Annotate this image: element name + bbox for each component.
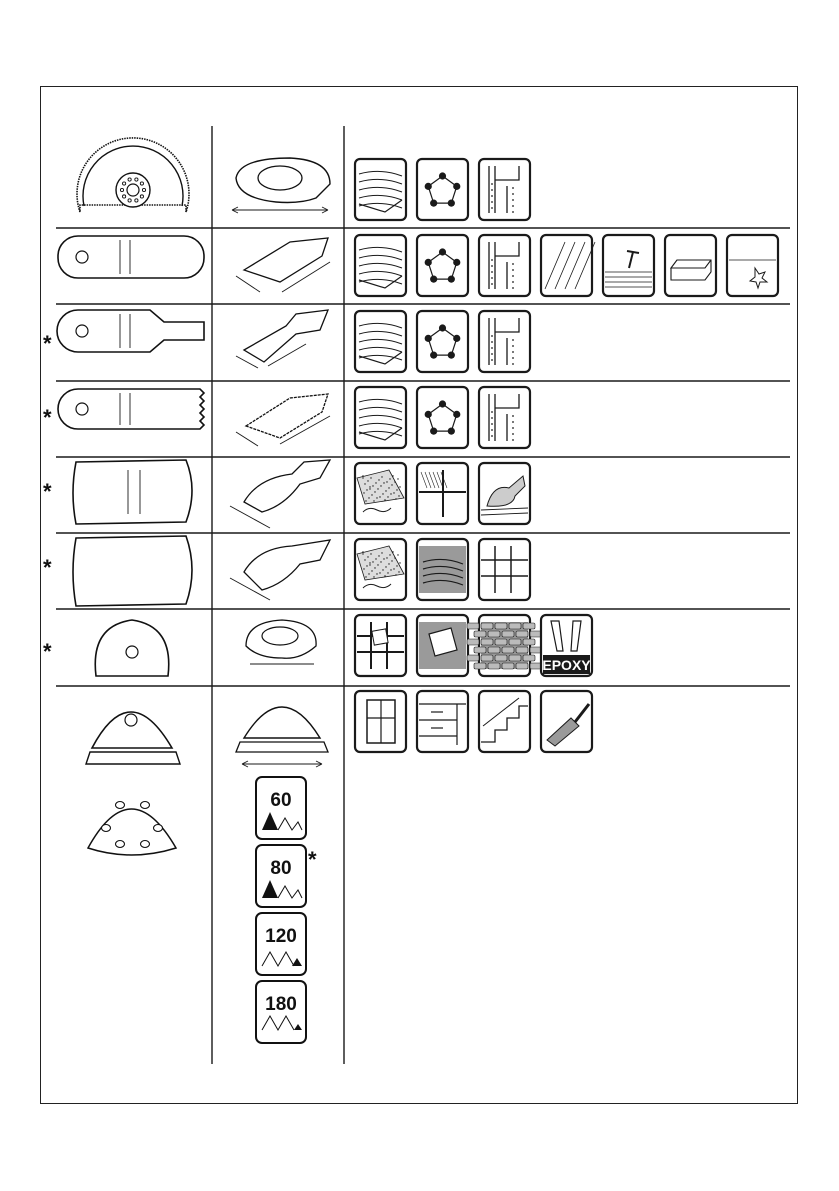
grout-blade-image: [95, 620, 169, 676]
tile-crack-icon: [727, 235, 778, 296]
tile-floor-icon: [417, 463, 468, 524]
epoxy-label: EPOXY: [542, 657, 591, 673]
star-marker-row5: *: [43, 479, 52, 504]
tile-wall-icon: [479, 539, 530, 600]
plastic-icon: [417, 235, 468, 296]
carpet-adhesive-icon: [355, 539, 406, 600]
plastic-icon: [417, 159, 468, 220]
plunge-blade-narrow-sketch: [236, 310, 328, 368]
plunge-blade-wide-image: [58, 236, 204, 278]
wood-icon: [355, 387, 406, 448]
segment-blade-image: [77, 138, 189, 212]
drywall-icon: [479, 235, 530, 296]
sanding-sheet-image: [88, 802, 176, 856]
tile-grout-icon: [355, 615, 406, 676]
laminate-icon: [541, 235, 595, 296]
grit-label-120: 120: [265, 926, 297, 947]
drawer-icon: [417, 691, 468, 752]
plunge-blade-narrow-image: [57, 310, 204, 352]
delta-sanding-pad-sketch: [236, 707, 328, 767]
metal-profile-icon: [665, 235, 716, 296]
star-marker-row4: *: [43, 405, 52, 430]
plastic-icon: [417, 387, 468, 448]
wood-icon: [355, 235, 406, 296]
grout-blade-sketch: [246, 620, 316, 664]
star-marker-row3: *: [43, 331, 52, 356]
plastic-icon: [417, 311, 468, 372]
nail-icon: [603, 235, 654, 296]
scraper-blade-flexible-sketch: [230, 540, 330, 600]
grit-box-180: [256, 981, 306, 1043]
drywall-icon: [479, 311, 530, 372]
segment-blade-sketch: [232, 158, 330, 213]
grit-box-120: [256, 913, 306, 975]
tile-shard-icon: [417, 615, 468, 676]
epoxy-icon: [541, 615, 592, 676]
grit-box-80: [256, 845, 306, 907]
scraper-blade-flexible-image: [73, 536, 192, 606]
star-marker-grit-80: *: [308, 847, 317, 872]
grit-label-180: 180: [265, 994, 297, 1015]
plunge-blade-toothed-sketch: [236, 394, 330, 446]
grit-box-60: [256, 777, 306, 839]
grit-label-60: 60: [270, 790, 292, 811]
scraper-blade-rigid-image: [73, 460, 192, 524]
wood-icon: [355, 311, 406, 372]
delta-sanding-pad-image: [86, 712, 180, 764]
stairs-icon: [479, 691, 530, 752]
plunge-blade-wide-sketch: [236, 238, 330, 292]
drywall-icon: [479, 159, 530, 220]
plunge-blade-toothed-image: [58, 389, 204, 429]
putty-icon: [479, 463, 530, 524]
wood-icon: [355, 159, 406, 220]
scraper-blade-rigid-sketch: [230, 460, 330, 528]
grit-label-80: 80: [270, 858, 292, 879]
window-icon: [355, 691, 406, 752]
brick-icon: [467, 615, 542, 676]
carpet-adhesive-icon: [355, 463, 406, 524]
layers-icon: [417, 539, 468, 600]
star-marker-row7: *: [43, 639, 52, 664]
star-marker-row6: *: [43, 555, 52, 580]
drywall-icon: [479, 387, 530, 448]
